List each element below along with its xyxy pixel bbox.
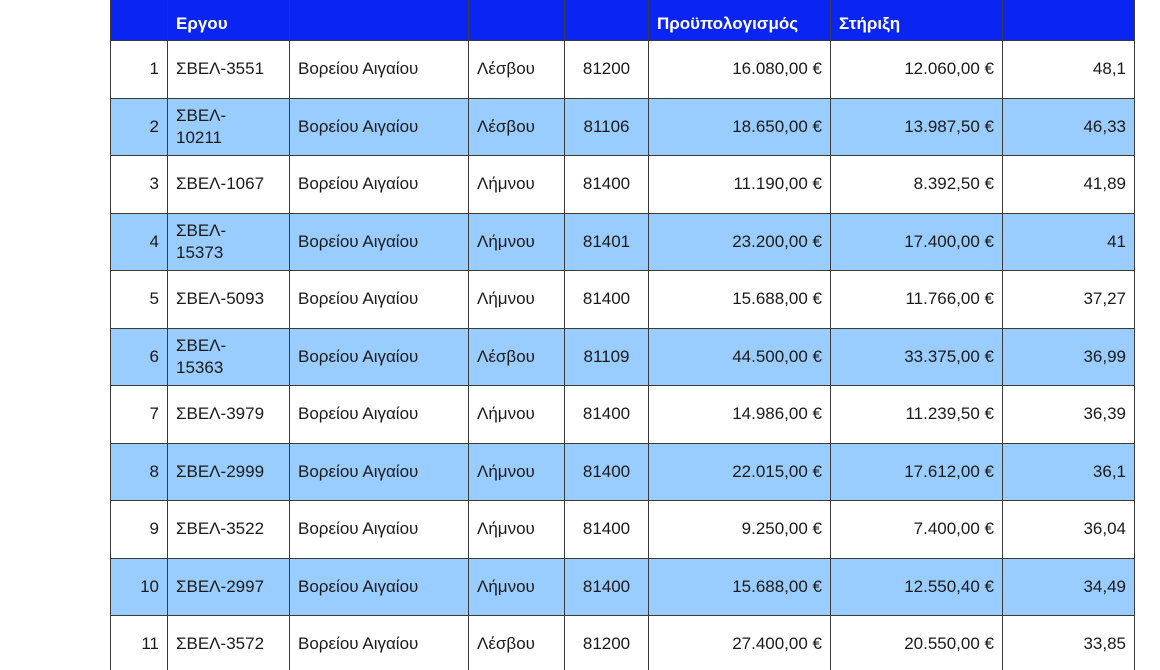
cell-rank: 10 [111,558,168,616]
table-body [111,41,1135,670]
cell-region: Βορείου Αιγαίου [290,501,469,559]
cell-budget: 15.688,00 € [649,558,831,616]
cell-budget: 14.986,00 € [649,386,831,444]
cell-score: 33,85 [1003,616,1135,670]
cell-region: Βορείου Αιγαίου [290,156,469,214]
project-code-line: ΣΒΕΛ-3979 [176,404,265,424]
project-code-line: ΣΒΕΛ-3572 [176,634,265,654]
header-cell-region [290,0,469,41]
project-code-line: 15363 [176,357,224,377]
cell-rank: 9 [111,501,168,559]
cell-support: 8.392,50 € [831,156,1003,214]
cell-support: 20.550,00 € [831,616,1003,670]
table-header [111,0,1135,41]
cell-score: 48,1 [1003,41,1135,99]
cell-zip: 81200 [565,616,649,670]
cell-zip: 81400 [565,558,649,616]
cell-code [168,98,290,156]
cell-rank: 3 [111,156,168,214]
cell-budget: 9.250,00 € [649,501,831,559]
cell-code [168,156,290,214]
cell-score: 41 [1003,213,1135,271]
cell-code [168,328,290,386]
table-row [111,616,1135,670]
cell-rank: 7 [111,386,168,444]
cell-support: 11.766,00 € [831,271,1003,329]
header-cell-score [1003,0,1135,41]
cell-score: 36,04 [1003,501,1135,559]
header-label: Στήριξη [839,14,901,33]
cell-unit: Λήμνου [469,443,565,501]
header-cell-code [168,0,290,41]
cell-code [168,271,290,329]
header-row [111,0,1135,41]
cell-zip: 81400 [565,443,649,501]
cell-support: 17.612,00 € [831,443,1003,501]
table-row [111,98,1135,156]
cell-support: 12.550,40 € [831,558,1003,616]
cell-region: Βορείου Αιγαίου [290,386,469,444]
cell-zip: 81200 [565,41,649,99]
cell-zip: 81400 [565,271,649,329]
cell-zip: 81106 [565,98,649,156]
header-cell-support [831,0,1003,41]
header-cell-unit [469,0,565,41]
project-code-line: ΣΒΕΛ-2999 [176,461,265,481]
cell-support: 12.060,00 € [831,41,1003,99]
table-row [111,41,1135,99]
cell-unit: Λήμνου [469,558,565,616]
cell-code [168,616,290,670]
table-row [111,328,1135,386]
project-code-line: ΣΒΕΛ- [176,335,227,355]
cell-unit: Λήμνου [469,271,565,329]
cell-unit: Λήμνου [469,213,565,271]
header-label: Εργου [176,14,228,33]
results-table [110,0,1135,670]
cell-rank: 1 [111,41,168,99]
cell-unit: Λέσβου [469,41,565,99]
cell-budget: 16.080,00 € [649,41,831,99]
cell-budget: 44.500,00 € [649,328,831,386]
cell-score: 36,1 [1003,443,1135,501]
header-label: Προϋπολογισμός [657,14,799,33]
cell-budget: 23.200,00 € [649,213,831,271]
cell-support: 17.400,00 € [831,213,1003,271]
cell-code [168,558,290,616]
project-code-line: 10211 [176,127,223,147]
cell-region: Βορείου Αιγαίου [290,271,469,329]
cell-zip: 81109 [565,328,649,386]
header-cell-zip [565,0,649,41]
cell-rank: 8 [111,443,168,501]
cell-rank: 2 [111,98,168,156]
cell-region: Βορείου Αιγαίου [290,213,469,271]
cell-budget: 15.688,00 € [649,271,831,329]
cell-region: Βορείου Αιγαίου [290,558,469,616]
cell-budget: 18.650,00 € [649,98,831,156]
cell-zip: 81401 [565,213,649,271]
cell-unit: Λέσβου [469,98,565,156]
cell-support: 7.400,00 € [831,501,1003,559]
project-code-line: ΣΒΕΛ-5093 [176,289,265,309]
cell-unit: Λήμνου [469,156,565,214]
cell-score: 36,99 [1003,328,1135,386]
cell-region: Βορείου Αιγαίου [290,616,469,670]
cell-zip: 81400 [565,156,649,214]
table-row [111,271,1135,329]
cell-score: 34,49 [1003,558,1135,616]
cell-score: 36,39 [1003,386,1135,444]
cell-support: 33.375,00 € [831,328,1003,386]
project-code-line: 15373 [176,242,224,262]
project-code-line: ΣΒΕΛ- [176,220,227,240]
table-row [111,213,1135,271]
cell-budget: 11.190,00 € [649,156,831,214]
table-row [111,558,1135,616]
header-cell-budget [649,0,831,41]
cell-unit: Λέσβου [469,616,565,670]
cell-code [168,41,290,99]
table-row [111,386,1135,444]
cell-code [168,501,290,559]
cell-support: 13.987,50 € [831,98,1003,156]
cell-code [168,443,290,501]
cell-support: 11.239,50 € [831,386,1003,444]
cell-region: Βορείου Αιγαίου [290,41,469,99]
project-code-line: ΣΒΕΛ-1067 [176,174,265,194]
cell-budget: 22.015,00 € [649,443,831,501]
cell-score: 37,27 [1003,271,1135,329]
table-row [111,443,1135,501]
cell-zip: 81400 [565,501,649,559]
cell-region: Βορείου Αιγαίου [290,328,469,386]
cell-rank: 4 [111,213,168,271]
header-cell-rank [111,0,168,41]
table-row [111,156,1135,214]
cell-score: 46,33 [1003,98,1135,156]
cell-zip: 81400 [565,386,649,444]
cell-unit: Λήμνου [469,386,565,444]
project-code-line: ΣΒΕΛ-2997 [176,576,265,596]
project-code-line: ΣΒΕΛ- [176,105,227,125]
table-row [111,501,1135,559]
cell-rank: 6 [111,328,168,386]
project-code-line: ΣΒΕΛ-3551 [176,59,265,79]
cell-code [168,386,290,444]
cell-region: Βορείου Αιγαίου [290,98,469,156]
cell-code [168,213,290,271]
cell-score: 41,89 [1003,156,1135,214]
project-code-line: ΣΒΕΛ-3522 [176,519,265,539]
cell-region: Βορείου Αιγαίου [290,443,469,501]
cell-rank: 11 [111,616,168,670]
cell-unit: Λήμνου [469,501,565,559]
cell-budget: 27.400,00 € [649,616,831,670]
cell-rank: 5 [111,271,168,329]
cell-unit: Λέσβου [469,328,565,386]
